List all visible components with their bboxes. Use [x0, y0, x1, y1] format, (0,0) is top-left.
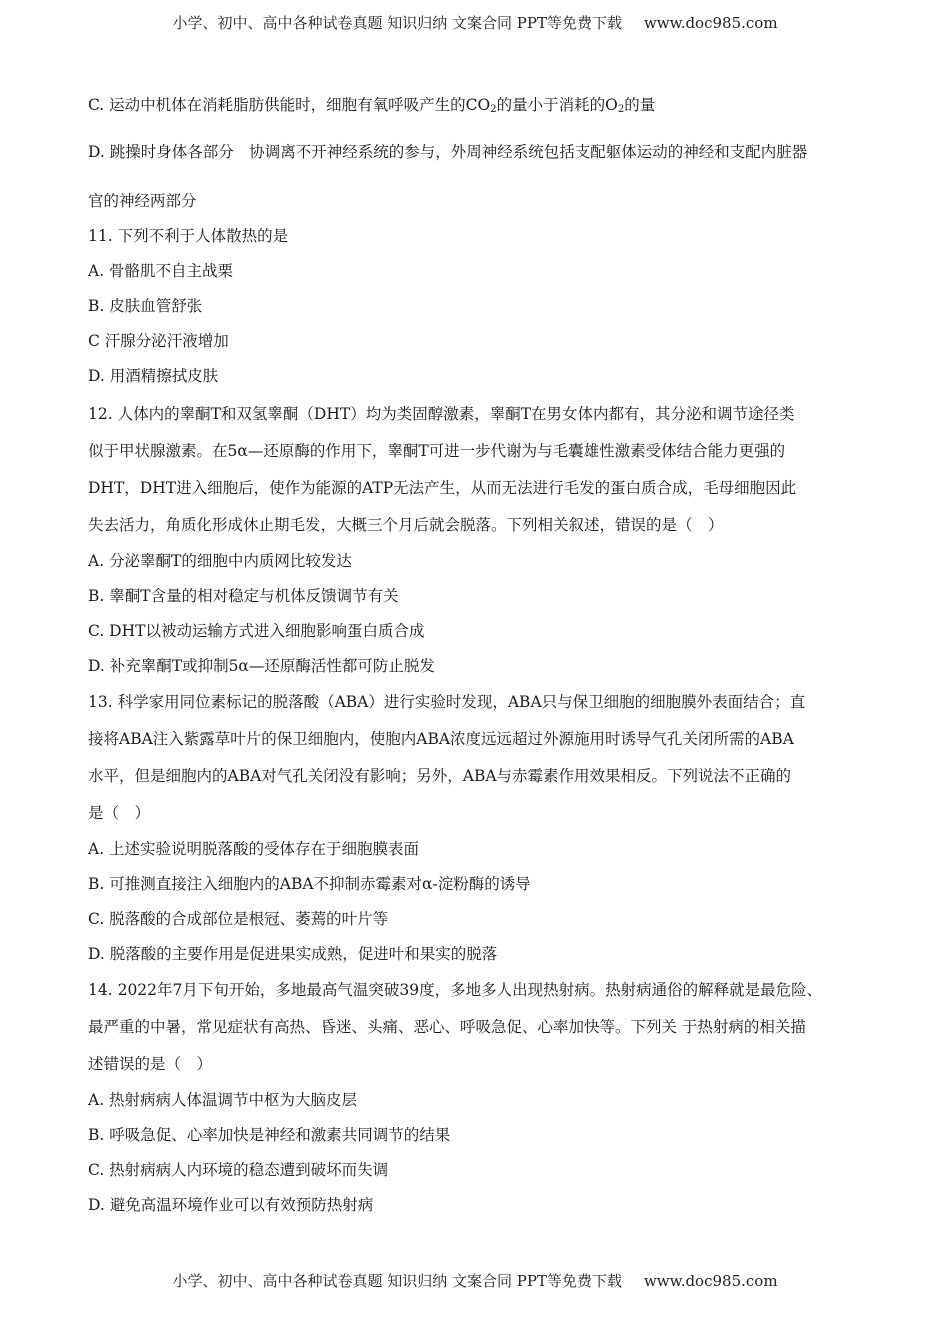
- page-footer: [0, 1270, 950, 1291]
- q12-stem-line4: 失去活力，角质化形成休止期毛发，大概三个月后就会脱落。下列相关叙述，错误的是（ ）: [88, 516, 724, 534]
- q10-option-d-line1: D. 跳操时身体各部分 协调离不开神经系统的参与，外周神经系统包括支配躯体运动的神经和支配内脏器: [88, 143, 808, 161]
- q13-option-a: A. 上述实验说明脱落酸的受体存在于细胞膜表面: [88, 840, 420, 858]
- q14-stem-line3: 述错误的是（ ）: [88, 1055, 213, 1073]
- q13-stem-line1: 13. 科学家用同位素标记的脱落酸（ABA）进行实验时发现，ABA只与保卫细胞的细胞膜外表面结合；直: [88, 693, 806, 711]
- q12-option-a: A. 分泌睾酮T的细胞中内质网比较发达: [88, 552, 352, 570]
- page-header: [0, 12, 950, 33]
- q14-stem-line2: 最严重的中暑，常见症状有高热、昏迷、头痛、恶心、呼吸急促、心率加快等。下列关 于热射病的相关描: [88, 1018, 806, 1036]
- q10-option-d-line2: 官的神经两部分: [88, 192, 197, 210]
- question-13: [88, 684, 864, 972]
- q14-option-d: D. 避免高温环境作业可以有效预防热射病: [88, 1196, 374, 1214]
- q12-stem-line3: DHT，DHT进入细胞后，使作为能源的ATP无法产生，从而无法进行毛发的蛋白质合成，毛母细胞因此: [88, 479, 797, 497]
- q13-option-c: C. 脱落酸的合成部位是根冠、萎蔫的叶片等: [88, 910, 389, 928]
- header-banner: 小学、初中、高中各种试卷真题 知识归纳 文案合同 PPT等免费下载: [172, 14, 622, 32]
- q10-option-c: C. 运动中机体在消耗脂肪供能时，细胞有氧呼吸产生的$CO_2$的量小于消耗的$O_2$的量: [88, 96, 656, 115]
- q13-stem-line4: 是（ ）: [88, 804, 151, 822]
- q12-stem-line1: 12. 人体内的睾酮T和双氢睾酮（DHT）均为类固醇激素，睾酮T在男女体内都有，其分泌和调节途径类: [88, 405, 795, 423]
- q11-stem: 11. 下列不利于人体散热的是: [88, 227, 289, 245]
- document-body: [88, 88, 864, 1223]
- footer-banner: 小学、初中、高中各种试卷真题 知识归纳 文案合同 PPT等免费下载: [172, 1272, 622, 1290]
- q14-stem-line1: 14. 2022年7月下旬开始，多地最高气温突破39度，多地多人出现热射病。热射病通俗的解释就是最危险、: [88, 981, 823, 999]
- q13-option-d: D. 脱落酸的主要作用是促进果实成熟，促进叶和果实的脱落: [88, 945, 498, 963]
- question-12: [88, 396, 864, 684]
- q14-option-b: B. 呼吸急促、心率加快是神经和激素共同调节的结果: [88, 1126, 451, 1144]
- q12-stem-line2: 似于甲状腺激素。在5α—还原酶的作用下，睾酮T可进一步代谢为与毛囊雄性激素受体结合能力更强的: [88, 442, 786, 460]
- question-10-continued: [88, 88, 864, 219]
- q11-option-b: B. 皮肤血管舒张: [88, 297, 203, 315]
- header-site-link[interactable]: www.doc985.com: [643, 14, 778, 32]
- q11-option-d: D. 用酒精擦拭皮肤: [88, 367, 219, 385]
- q14-option-c: C. 热射病病人内环境的稳态遭到破坏而失调: [88, 1161, 389, 1179]
- question-11: [88, 219, 864, 394]
- q12-option-d: D. 补充睾酮T或抑制5α—还原酶活性都可防止脱发: [88, 657, 435, 675]
- q12-option-c: C. DHT以被动运输方式进入细胞影响蛋白质合成: [88, 622, 425, 640]
- q12-option-b: B. 睾酮T含量的相对稳定与机体反馈调节有关: [88, 587, 399, 605]
- q13-option-b: B. 可推测直接注入细胞内的ABA不抑制赤霉素对α-淀粉酶的诱导: [88, 875, 531, 893]
- q11-option-a: A. 骨骼肌不自主战栗: [88, 262, 234, 280]
- footer-site-link[interactable]: www.doc985.com: [643, 1272, 778, 1290]
- question-14: [88, 972, 864, 1223]
- q14-option-a: A. 热射病病人体温调节中枢为大脑皮层: [88, 1091, 358, 1109]
- q11-option-c: C 汗腺分泌汗液增加: [88, 332, 229, 350]
- q13-stem-line3: 水平，但是细胞内的ABA对气孔关闭没有影响；另外，ABA与赤霉素作用效果相反。下列说法不正确的: [88, 767, 792, 785]
- q13-stem-line2: 接将ABA注入紫露草叶片的保卫细胞内，使胞内ABA浓度远远超过外源施用时诱导气孔关闭所需的ABA: [88, 730, 794, 748]
